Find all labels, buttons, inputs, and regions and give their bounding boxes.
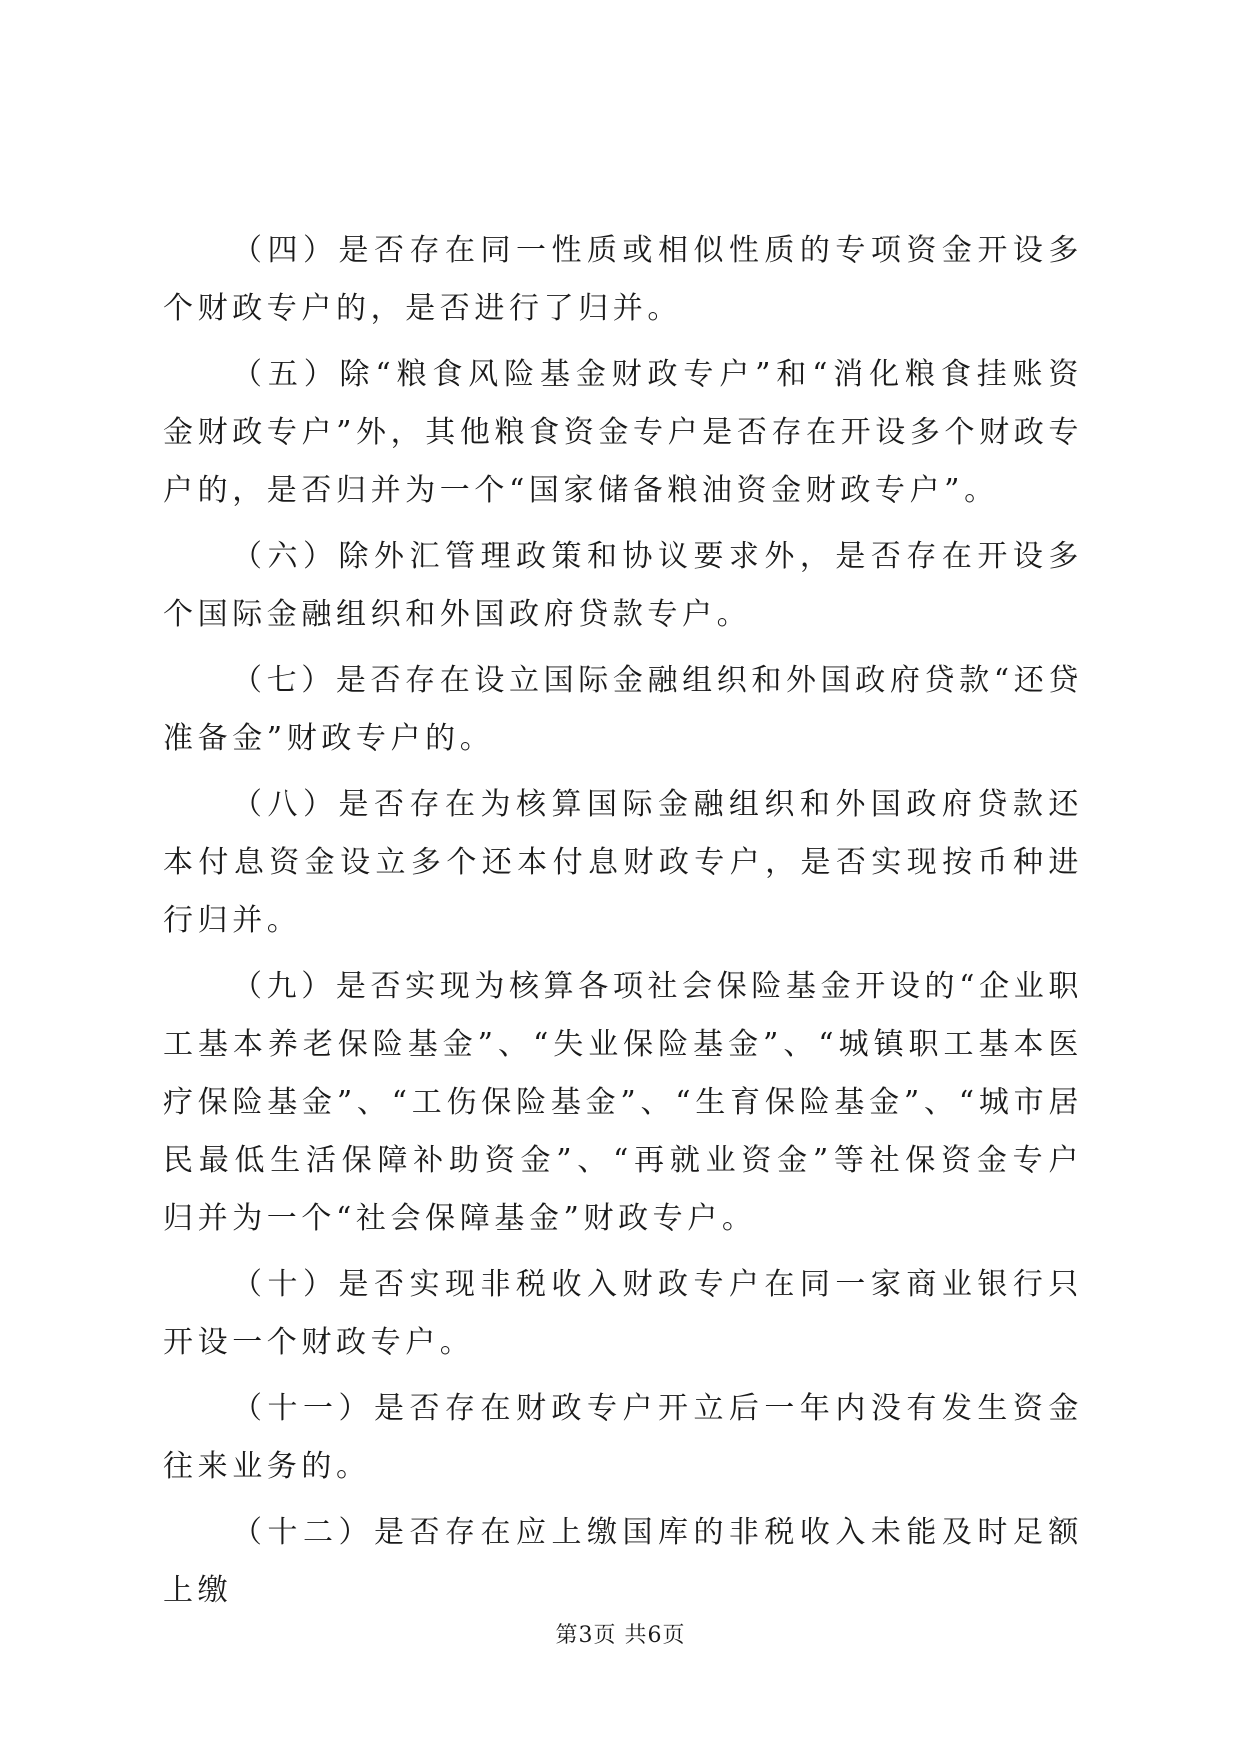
- paragraph-11: （十一）是否存在财政专户开立后一年内没有发生资金往来业务的。: [163, 1391, 1083, 1484]
- page-footer: 第3页 共6页: [555, 1623, 686, 1648]
- paragraph-9: （九）是否实现为核算各项社会保险基金开设的“企业职工基本养老保险基金”、“失业保险基金”、“城镇职工基本医疗保险基金”、“工伤保险基金”、“生育保险基金”、“城市居民最低生活保障补助资金”、“再就业资金”等社保资金专户归并为一个“社会保障基金”财政专户。: [163, 969, 1083, 1236]
- paragraph-10: （十）是否实现非税收入财政专户在同一家商业银行只开设一个财政专户。: [163, 1267, 1083, 1360]
- document-body: [163, 222, 1083, 1628]
- paragraph-12: （十二）是否存在应上缴国库的非税收入未能及时足额上缴: [163, 1515, 1083, 1608]
- paragraph-8: （八）是否存在为核算国际金融组织和外国政府贷款还本付息资金设立多个还本付息财政专户，是否实现按币种进行归并。: [163, 787, 1083, 938]
- paragraph-5: （五）除“粮食风险基金财政专户”和“消化粮食挂账资金财政专户”外，其他粮食资金专户是否存在开设多个财政专户的，是否归并为一个“国家储备粮油资金财政专户”。: [163, 357, 1083, 508]
- paragraph-7: （七）是否存在设立国际金融组织和外国政府贷款“还贷准备金”财政专户的。: [163, 663, 1083, 756]
- paragraph-6: （六）除外汇管理政策和协议要求外，是否存在开设多个国际金融组织和外国政府贷款专户。: [163, 539, 1083, 632]
- paragraph-4: （四）是否存在同一性质或相似性质的专项资金开设多个财政专户的，是否进行了归并。: [163, 233, 1083, 326]
